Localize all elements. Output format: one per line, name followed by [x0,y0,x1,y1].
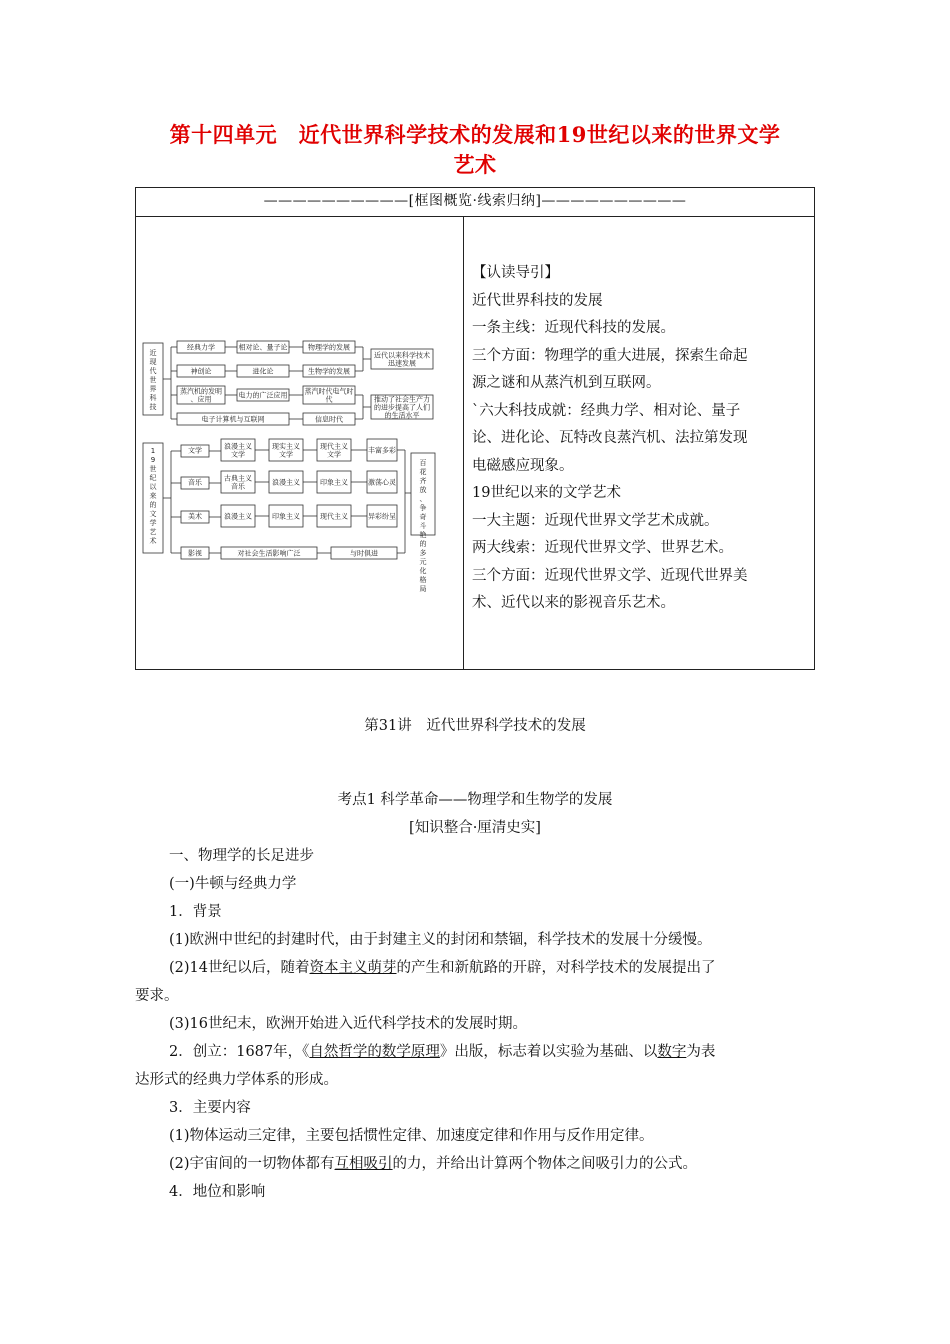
underlined-term: 自然哲学的数学原理 [309,1044,440,1060]
diagram-sci-node: 相对论、量子论 [238,343,288,352]
unit-title-line2: 艺术 [453,152,497,177]
diagram-sci-outcome: 近代以来科学技术迅速发展 [374,351,430,368]
diagram-sci-node: 神创论 [190,367,212,376]
guide-line: 术、近代以来的影视音乐艺术。 [472,595,675,611]
text-span: (2)14世纪以后，随着 [169,960,310,976]
unit-title [135,120,815,180]
item-heading: 3．主要内容 [169,1100,251,1116]
guide-line: 电磁感应现象。 [472,457,574,474]
text-span: 为表 [686,1044,716,1060]
paragraph: (1)欧洲中世纪的封建时代，由于封建主义的封闭和禁锢，科学技术的发展十分缓慢。 [169,932,712,948]
guide-line: `六大科技成就：经典力学、相对论、量子 [472,402,741,419]
point-title: 考点1 科学革命——物理学和生物学的发展 [337,792,613,808]
diagram-lit-node: 对社会生活影响广泛 [237,549,301,558]
diagram-sci-node: 蒸汽机的发明、应用 [180,387,222,404]
paragraph: (1)物体运动三定律，主要包括惯性定律、加速度定律和作用与反作用定律。 [169,1128,654,1144]
text-span: 》出版，标志着以实验为基础、以 [439,1044,658,1060]
diagram-lit-node: 现代主义文学 [320,442,348,459]
diagram-lit-node: 现实主义文学 [272,442,300,459]
diagram-sci-node: 经典力学 [187,343,215,352]
diagram-sci-node: 进化论 [252,367,274,376]
paragraph [135,958,849,978]
guide-line: 论、进化论、瓦特改良蒸汽机、法拉第发现 [472,430,748,446]
guide-line: 近代世界科技的发展 [472,292,603,309]
diagram-sci-node: 信息时代 [315,415,343,424]
item-heading: 1．背景 [169,904,222,920]
diagram-sci-node: 电子计算机与互联网 [201,415,265,424]
diagram-sci-node: 蒸汽时代电气时代 [304,387,354,404]
text-span: (2)宇宙间的一切物体都有 [169,1156,335,1172]
unit-title-line1: 第十四单元 近代世界科学技术的发展和19世纪以来的世界文学 [169,122,781,147]
diagram-lit-node: 浪漫主义 [272,478,300,487]
diagram-lit-node: 文学 [188,446,202,455]
lecture-title: 第31讲 近代世界科学技术的发展 [364,718,586,734]
guide-line: 一大主题：近现代世界文学艺术成就。 [472,512,719,529]
text-span: 的力，并给出计算两个物体之间吸引力的公式。 [392,1156,698,1172]
paragraph-cont: 要求。 [135,988,179,1004]
text-span: 的产生和新航路的开辟，对科学技术的发展提出了 [396,960,716,976]
guide-line: 三个方面：近现代世界文学、近现代世界美 [472,567,748,584]
paragraph-cont: 达形式的经典力学体系的形成。 [135,1072,338,1088]
guide-line: 19世纪以来的文学艺术 [472,485,621,501]
underlined-term: 数字 [657,1044,687,1060]
diagram-sci-root: 近现代世界科技 [149,349,157,411]
diagram-lit-node: 影视 [188,549,202,558]
item-heading: 4．地位和影响 [169,1184,266,1200]
diagram-lit-node: 音乐 [188,478,202,487]
diagram-lit-node: 印象主义 [320,478,348,487]
diagram-lit-node: 与时俱进 [350,549,378,558]
diagram-sci-node: 生物学的发展 [308,367,350,376]
frame-header: ——————————[框图概览·线索归纳]—————————— [136,188,814,217]
guide-line: 源之谜和从蒸汽机到互联网。 [472,375,661,391]
paragraph [135,1154,849,1174]
diagram-lit-node: 激荡心灵 [368,478,396,487]
subsection-heading: (一)牛顿与经典力学 [169,876,297,892]
underlined-term: 互相吸引 [334,1156,393,1172]
diagram-lit-node: 浪漫主义文学 [224,442,252,459]
diagram-lit-node: 美术 [188,512,202,521]
paragraph: (3)16世纪末，欧洲开始进入近代科学技术的发展时期。 [169,1016,527,1032]
diagram-sci-node: 物理学的发展 [308,343,350,352]
guide-heading: 【认读导引】 [472,265,559,281]
guide-line: 三个方面：物理学的重大进展，探索生命起 [472,347,748,364]
underlined-term: 资本主义萌芽 [309,960,397,976]
point-subtitle: [知识整合·厘清史实] [409,820,541,836]
guide-line: 两大线索：近现代世界文学、世界艺术。 [472,540,733,556]
diagram-lit-node: 古典主义音乐 [224,474,252,491]
text-span: 2．创立：1687年，《 [169,1044,310,1060]
diagram-lit-node: 印象主义 [272,512,300,521]
overview-frame [135,187,815,670]
diagram-lit-root: 1 9 世纪以来的文学艺术 [149,447,157,545]
diagram-panel [136,217,464,669]
diagram-lit-outcome: 百花齐放、争奇斗艳的多元化格局 [419,459,427,593]
diagram-lit-node: 现代主义 [320,512,348,521]
section-heading: 一、物理学的长足进步 [169,848,314,864]
guide-line: 一条主线：近现代科技的发展。 [472,320,675,336]
diagram-sci-node: 电力的广泛应用 [238,391,288,400]
diagram-lit-node: 异彩纷呈 [368,512,396,521]
diagram-sci-outcome: 推动了社会生产力的进步提高了人们的生活水平 [374,395,430,420]
knowledge-diagram [141,323,461,593]
diagram-lit-node: 浪漫主义 [224,512,252,521]
diagram-lit-node: 丰富多彩 [368,446,396,455]
reading-guide [472,260,812,618]
paragraph [135,1042,849,1062]
